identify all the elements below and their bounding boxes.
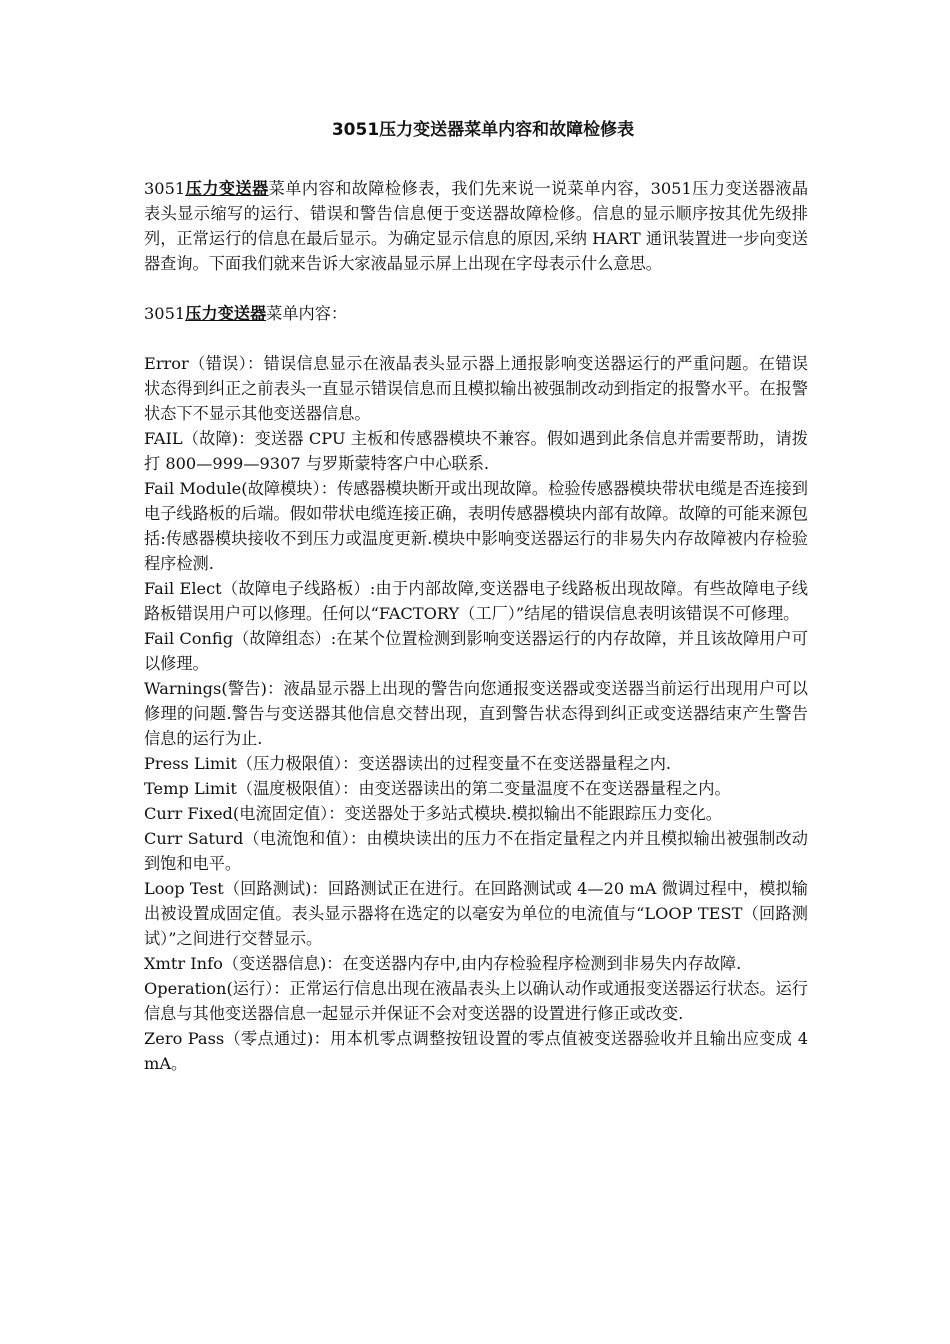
entry-error: Error（错误）：错误信息显示在液晶表头显示器上通报影响变送器运行的严重问题。在错误状态得到纠正之前表头一直显示错误信息而且模拟输出被强制改动到指定的报警水平。在报警状态下不显示其他变送器信息。: [144, 354, 808, 423]
entry-zero-pass: Zero Pass（零点通过)：用本机零点调整按钮设置的零点值被变送器验收并且输出应变成 4 mA。: [144, 1029, 808, 1073]
entry-press-limit: Press Limit（压力极限值）：变送器读出的过程变量不在变送器量程之内.: [144, 754, 672, 773]
menu-entries: [144, 351, 808, 1076]
entry-fail: FAIL（故障)：变送器 CPU 主板和传感器模块不兼容。假如遇到此条信息并需要帮助，请拨打 800—999—9307 与罗斯蒙特客户中心联系.: [144, 429, 808, 473]
entry-curr-fixed: Curr Fixed(电流固定值）：变送器处于多站式模块.模拟输出不能跟踪压力变化。: [144, 804, 722, 823]
intro-paragraph: [144, 176, 808, 276]
entry-fail-elect: Fail Elect（故障电子线路板）:由于内部故障,变送器电子线路板出现故障。有些故障电子线路板错误用户可以修理。任何以“FACTORY（工厂）”结尾的错误信息表明该错误不可修理。: [144, 579, 808, 623]
document-title: 3051压力变送器菜单内容和故障检修表: [331, 120, 635, 140]
entry-warnings: Warnings(警告)：液晶显示器上出现的警告向您通报变送器或变送器当前运行出现用户可以修理的问题.警告与变送器其他信息交替出现，直到警告状态得到纠正或变送器结束产生警告信息的运行为止.: [144, 679, 808, 748]
entry-temp-limit: Temp Limit（温度极限值）：由变送器读出的第二变量温度不在变送器量程之内。: [144, 779, 731, 798]
entry-operation: Operation(运行）：正常运行信息出现在液晶表头上以确认动作或通报变送器运行状态。运行信息与其他变送器信息一起显示并保证不会对变送器的设置进行修正或改变.: [144, 979, 808, 1023]
document-page: [144, 118, 808, 1076]
intro-text: 菜单内容和故障检修表，我们先来说一说菜单内容，3051压力变送器液晶表头显示缩写的运行、错误和警告信息便于变送器故障检修。信息的显示顺序按其优先级排列，正常运行的信息在最后显示。为确定显示信息的原因,采纳 HART 通讯装置进一步向变送器查询。下面我们就来告诉大家液晶显示屏上出现在字母表示什么意思。: [144, 179, 809, 273]
entry-xmtr-info: Xmtr Info（变送器信息)：在变送器内存中,由内存检验程序检测到非易失内存故障.: [144, 954, 742, 973]
pressure-transmitter-link[interactable]: 压力变送器: [185, 179, 269, 198]
entry-fail-config: Fail Config（故障组态）:在某个位置检测到影响变送器运行的内存故障，并且该故障用户可以修理。: [144, 629, 808, 673]
menu-heading-lead: 3051: [144, 304, 186, 323]
menu-heading: [144, 301, 808, 326]
pressure-transmitter-link-2[interactable]: 压力变送器: [185, 304, 267, 323]
intro-lead: 3051: [144, 179, 186, 198]
entry-curr-saturd: Curr Saturd（电流饱和值）：由模块读出的压力不在指定量程之内并且模拟输出被强制改动到饱和电平。: [144, 829, 808, 873]
menu-heading-text: 菜单内容：: [266, 304, 348, 323]
entry-loop-test: Loop Test（回路测试)：回路测试正在进行。在回路测试或 4—20 mA 微调过程中，模拟输出被设置成固定值。表头显示器将在选定的以毫安为单位的电流值与“LOOP TEST（回路测试）”之间进行交替显示。: [144, 879, 808, 948]
entry-fail-module: Fail Module(故障模块）：传感器模块断开或出现故障。检验传感器模块带状电缆是否连接到电子线路板的后端。假如带状电缆连接正确，表明传感器模块内部有故障。故障的可能来源包括:传感器模块接收不到压力或温度更新.模块中影响变送器运行的非易失内存故障被内存检验程序检测.: [144, 479, 808, 573]
